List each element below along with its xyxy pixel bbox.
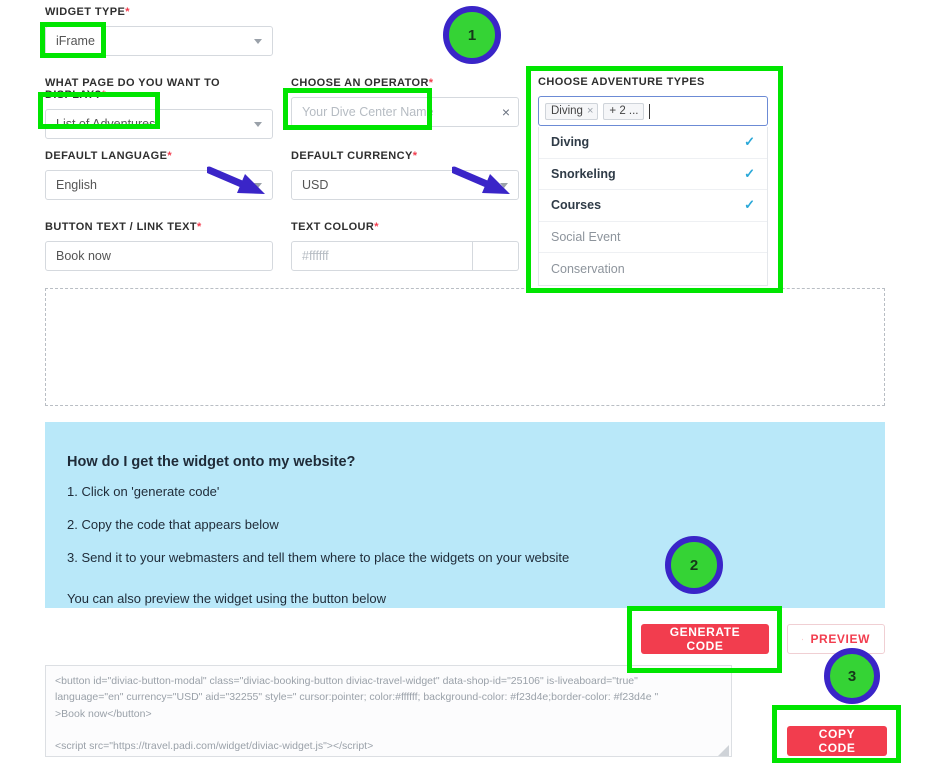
required-asterisk: * (167, 150, 172, 162)
preview-button[interactable] (787, 624, 885, 654)
adventure-types-input[interactable] (538, 96, 768, 126)
generate-code-button[interactable]: GENERATE CODE (641, 624, 769, 654)
text-colour-placeholder: #ffffff (302, 249, 329, 263)
widget-type-select[interactable] (45, 26, 273, 56)
operator-input-wrap[interactable] (291, 97, 519, 127)
arrow-to-language-select (207, 166, 273, 200)
operator-label-text: CHOOSE AN OPERATOR (291, 77, 429, 89)
page-to-display-label (45, 77, 273, 101)
annotation-badge-1 (443, 6, 501, 64)
code-spacer (55, 722, 722, 738)
field-adventure-types (538, 76, 768, 286)
required-asterisk: * (101, 89, 107, 101)
default-currency-label-text: DEFAULT CURRENCY (291, 150, 413, 162)
copy-code-button[interactable]: COPY CODE (787, 726, 887, 756)
page-to-display-value: List of Adventures (56, 117, 156, 131)
field-widget-type (45, 6, 273, 56)
adventure-types-label (538, 76, 768, 88)
close-icon[interactable]: × (586, 104, 594, 117)
code-line-1: <button id="diviac-button-modal" class="diviac-booking-button diviac-travel-widget" data-shop-id="25106" is-liveaboard="true" (55, 675, 638, 687)
operator-input[interactable]: Your Dive Center Name (302, 105, 434, 119)
badge-number: 2 (689, 556, 699, 574)
option-conservation[interactable] (539, 253, 767, 285)
help-heading: How do I get the widget onto my website? (67, 454, 356, 470)
default-language-value: English (56, 178, 97, 192)
eye-icon (802, 634, 803, 645)
annotation-badge-3 (824, 648, 880, 704)
default-language-label (45, 150, 273, 162)
arrow-to-currency-select (452, 166, 518, 200)
required-asterisk: * (428, 77, 434, 89)
text-colour-input[interactable] (291, 241, 473, 271)
code-line-2: language="en" currency="USD" aid="32255" style=" cursor:pointer; color:#ffffff; background-color: #f23d4e;border-color: #f23d4e " (55, 691, 659, 704)
token-diving[interactable] (545, 103, 598, 120)
token-label: Diving (551, 104, 583, 117)
field-button-text (45, 221, 273, 271)
option-diving[interactable] (539, 127, 767, 159)
adventure-types-label-text: CHOOSE ADVENTURE TYPES (538, 76, 705, 88)
textarea-resize-handle[interactable] (718, 745, 729, 756)
option-label: Snorkeling (551, 166, 616, 181)
default-currency-label (291, 150, 519, 162)
button-text-input[interactable] (45, 241, 273, 271)
help-panel (45, 422, 885, 608)
text-colour-label-text: TEXT COLOUR (291, 221, 375, 233)
option-label: Courses (551, 198, 602, 213)
option-courses[interactable] (539, 190, 767, 222)
button-text-label (45, 221, 273, 233)
option-snorkeling[interactable] (539, 159, 767, 191)
check-icon: ✓ (744, 197, 755, 213)
field-page-to-display (45, 77, 273, 139)
preview-button-label: PREVIEW (810, 632, 870, 646)
required-asterisk: * (125, 6, 130, 18)
widget-type-label-text: WIDGET TYPE (45, 6, 126, 18)
help-step-3: 3. Send it to your webmasters and tell them where to place the widgets on your website (67, 550, 570, 565)
adventure-types-option-list (538, 127, 768, 286)
field-operator (291, 77, 519, 127)
text-colour-label (291, 221, 519, 233)
token-label: + 2 ... (609, 104, 639, 117)
code-line-3: >Book now</button> (55, 707, 152, 720)
widget-type-label (45, 6, 273, 18)
widget-type-value: iFrame (56, 34, 95, 48)
required-asterisk: * (197, 221, 202, 233)
help-note: You can also preview the widget using the button below (67, 591, 386, 606)
option-label: Diving (551, 135, 590, 150)
text-colour-control (291, 241, 519, 271)
option-social-event[interactable] (539, 222, 767, 254)
default-language-label-text: DEFAULT LANGUAGE (45, 150, 168, 162)
check-icon: ✓ (744, 165, 755, 181)
default-currency-value: USD (302, 178, 329, 192)
code-line-4: <script src="https://travel.padi.com/widget/diviac-widget.js"></script> (55, 739, 374, 752)
page-to-display-label-text: WHAT PAGE DO YOU WANT TO DISPLAY? (45, 77, 221, 101)
button-text-value: Book now (56, 249, 111, 263)
page-to-display-select[interactable] (45, 109, 273, 139)
token-more[interactable] (603, 103, 643, 120)
colour-swatch[interactable] (473, 241, 519, 271)
option-label: Social Event (551, 229, 621, 244)
annotation-badge-2 (665, 536, 723, 594)
option-label: Conservation (551, 261, 625, 276)
close-icon[interactable]: × (501, 104, 510, 120)
required-asterisk: * (374, 221, 379, 233)
badge-number: 1 (467, 26, 477, 44)
operator-label (291, 77, 519, 89)
help-step-2: 2. Copy the code that appears below (67, 517, 279, 532)
chevron-down-icon (254, 39, 262, 44)
text-caret (649, 104, 650, 119)
button-text-label-text: BUTTON TEXT / LINK TEXT (45, 221, 197, 233)
help-step-1: 1. Click on 'generate code' (67, 484, 220, 499)
generated-code-textarea[interactable] (45, 665, 732, 757)
required-asterisk: * (412, 150, 418, 162)
widget-preview-area (45, 288, 885, 406)
field-text-colour (291, 221, 519, 271)
chevron-down-icon (254, 122, 262, 127)
check-icon: ✓ (744, 134, 755, 150)
badge-number: 3 (847, 667, 857, 685)
